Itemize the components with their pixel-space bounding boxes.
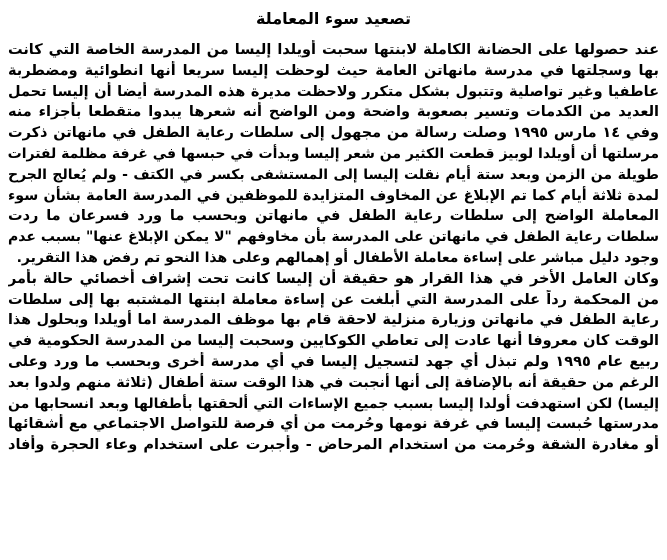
document-title: تصعيد سوء المعاملة	[255, 9, 412, 28]
body-line: بها وسجلتها في مدرسة مانهاتن العامة حيث لوحظت إليسا سريعا أنها انطوائية ومضطربة	[8, 62, 659, 79]
document-body	[8, 40, 659, 456]
body-line: طويلة من الزمن وبعد ستة أيام نقلت إليسا إلى المستشفى بكسر في الكتف - ولم يُعالج الجرح	[8, 166, 659, 183]
body-line: ربيع عام ١٩٩٥ ولم تبذل أي جهد لتسجيل إليسا في أي مدرسة أخرى وبحسب ما ورد وعلى	[8, 353, 659, 370]
body-line: عند حصولها على الحضانة الكاملة لابنتها سحبت أويلدا إليسا من المدرسة الخاصة التي كانت	[8, 42, 659, 58]
body-line: سلطات رعاية الطفل في مانهاتن على المدرسة بأن مخاوفهم "لا يمكن الإبلاغ عنها" بسبب عدم	[8, 229, 659, 246]
body-line: المعاملة الواضح إلى سلطات رعاية الطفل في مانهاتن وبحسب ما ورد فسرعان ما ردت	[8, 208, 659, 225]
body-line: من المحكمة رداً على المدرسة التي أبلغت عن إساءة معاملة ابنتها المشتبه بها إلى سلطات	[8, 291, 659, 308]
body-line: رعاية الطفل في مانهاتن وزيارة منزلية لاحقة قام بها موظف المدرسة اما أويلدا وبحلول هذا	[8, 312, 659, 329]
body-line: عاطفيا وغير تواصلية وتتبول بشكل متكرر ولاحظت مديرة هذه المدرسة أيضا أن إليسا تحمل	[8, 83, 659, 100]
body-line: وفي ١٤ مارس ١٩٩٥ وصلت رسالة من مجهول إلى سلطات رعاية الطفل في مانهاتن ذكرت	[8, 125, 659, 142]
body-line: الوقت كان معروفا أنها عادت إلى تعاطي الكوكايين وسحبت إليسا من المدرسة الحكومية في	[8, 333, 659, 350]
body-line: وكان العامل الأخر في هذا القرار هو حقيقة أن إليسا كانت تحت إشراف أخصائي حالة بأمر	[8, 270, 659, 287]
body-line: وجود دليل مباشر على إساءة معاملة الأطفال أو إهمالهم وعلى هذا النحو تم رفض هذا التقرير.	[16, 249, 659, 266]
body-line: الرغم من حقيقة أنه بالإضافة إلى أنها أنجبت في هذا الوقت ستة أطفال (ثلاثة منهم ولدوا بعد	[8, 374, 659, 391]
body-line: مرسلتها أن أويلدا لوبيز قطعت الكثير من شعر إليسا وبدأت في حبسها في غرفة مظلمة لفترات	[8, 145, 659, 162]
body-line: مدرستها حُبست إليسا في غرفة نومها وحُرمت من أي فرصة للتواصل الاجتماعي مع أشقائها	[8, 416, 659, 433]
body-line: أو مغادرة الشقة وحُرمت من استخدام المرحاض - وأجبرت على استخدام وعاء الحجرة وأفاد	[8, 437, 659, 454]
body-line: العديد من الكدمات وتسير بصعوبة واضحة ومن الواضح أنه شعرها يبدوا متقطعا بأجزاء منه	[8, 104, 659, 121]
body-line: إليسا) لكن استهدفت أولدا إليسا بسبب جميع الإساءات التي ألحقتها بأطفالها وبعد انسحابها من	[8, 395, 659, 412]
body-line: لمدة ثلاثة أيام كما تم الإبلاغ عن المخاوف المتزايدة للموظفين في المدرسة العامة بشأن سوء	[8, 187, 659, 204]
